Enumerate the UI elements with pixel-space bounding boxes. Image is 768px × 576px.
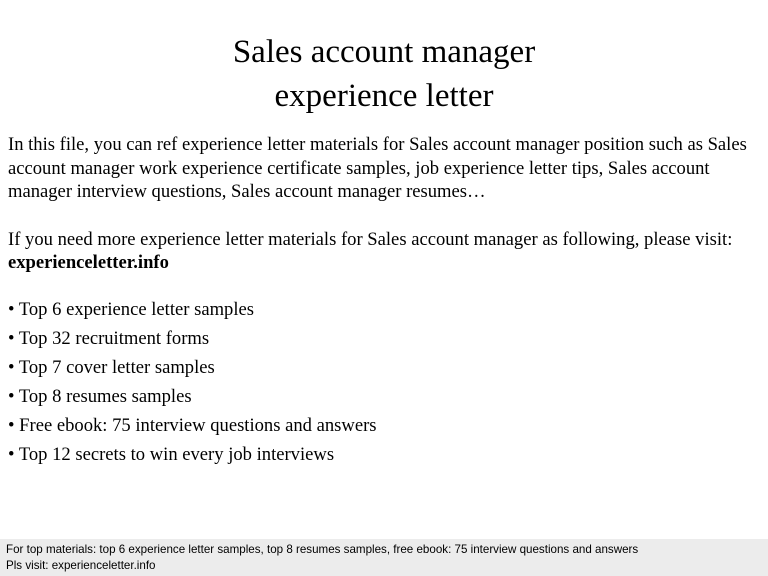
- list-item: • Top 7 cover letter samples: [8, 356, 760, 380]
- list-item: • Top 8 resumes samples: [8, 385, 760, 409]
- list-item: • Top 12 secrets to win every job interviews: [8, 443, 760, 467]
- footer-bar: [0, 539, 768, 576]
- page-title: [0, 30, 768, 118]
- intro-paragraph: In this file, you can ref experience letter materials for Sales account manager position such as Sales account manager work experience certificate samples, job experience letter tips, Sales account manager interview questions, Sales account manager resumes…: [8, 134, 747, 202]
- slide-body: [8, 133, 760, 472]
- list-item: • Top 6 experience letter samples: [8, 298, 760, 322]
- visit-link[interactable]: experienceletter.info: [8, 252, 169, 273]
- visit-text: If you need more experience letter materials for Sales account manager as following, please visit:: [8, 228, 733, 250]
- visit-paragraph: [8, 228, 760, 275]
- list-item: • Free ebook: 75 interview questions and answers: [8, 414, 760, 438]
- title-line-1: Sales account manager: [232, 34, 536, 70]
- footer-line-2: Pls visit: experienceletter.info: [6, 559, 156, 572]
- resource-list: [8, 298, 760, 467]
- title-line-2: experience letter: [274, 78, 494, 114]
- footer-line-1: For top materials: top 6 experience letter samples, top 8 resumes samples, free ebook: 75 interview questions and answers: [6, 543, 639, 556]
- list-item: • Top 32 recruitment forms: [8, 327, 760, 351]
